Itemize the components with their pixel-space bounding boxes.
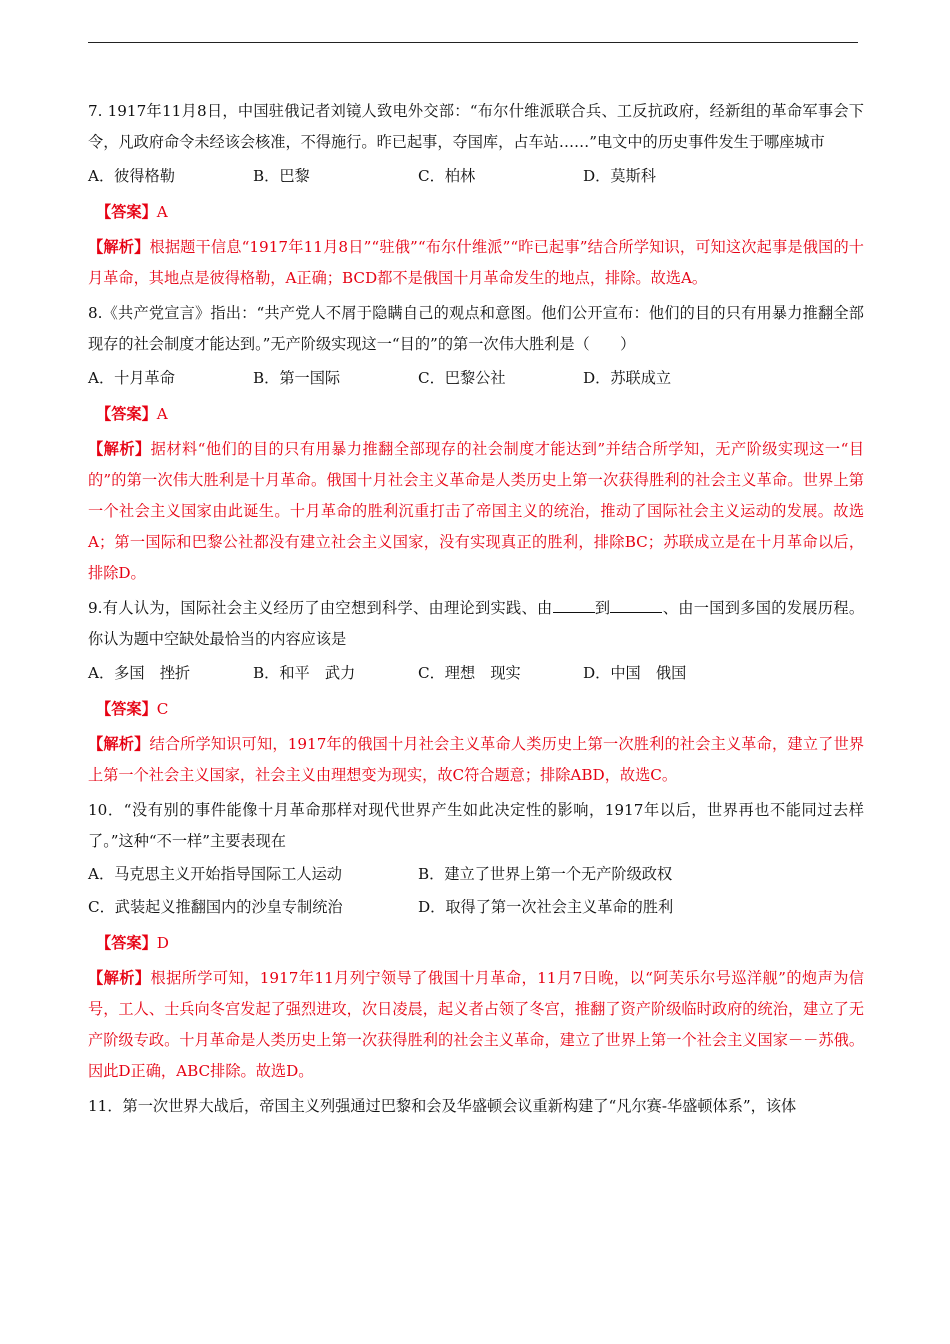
- option-b: B．和平 武力: [253, 664, 356, 682]
- options-row: [88, 658, 864, 689]
- answer-value: A: [156, 203, 168, 221]
- analysis-text: 根据题干信息“1917年11月8日”“驻俄”“布尔什维派”“昨已起事”结合所学知识，可知这次起事是俄国的十月革命，其地点是彼得格勒，A正确；BCD都不是俄国十月革命发生的地点，排除。故选A。: [88, 238, 864, 287]
- question-stem: 11．第一次世界大战后，帝国主义列强通过巴黎和会及华盛顿会议重新构建了“凡尔赛-华盛顿体系”，该体: [88, 1097, 797, 1115]
- answer-line: [96, 399, 864, 430]
- option-b: B．巴黎: [253, 167, 310, 185]
- option-a: A．十月革命: [88, 369, 175, 387]
- answer-label: 【答案】: [96, 203, 157, 221]
- analysis-label: 【解析】: [88, 735, 150, 753]
- answer-line: [96, 197, 864, 228]
- options-row: [88, 363, 864, 394]
- option-d: D．苏联成立: [583, 369, 672, 387]
- answer-label: 【答案】: [96, 405, 157, 423]
- analysis-text: 根据所学可知，1917年11月列宁领导了俄国十月革命，11月7日晚，以“阿芙乐尔号巡洋舰”的炮声为信号，工人、士兵向冬宫发起了强烈进攻，次日凌晨，起义者占领了冬宫，推翻了资产阶级临时政府的统治，建立了无产阶级专政。十月革命是人类历史上第一次获得胜利的社会主义革命，建立了世界上第一个社会主义国家－－苏俄。因此D正确，ABC排除。故选D。: [88, 969, 864, 1080]
- answer-value: C: [156, 700, 169, 718]
- answer-label: 【答案】: [96, 934, 157, 952]
- option-c: C．巴黎公社: [418, 369, 506, 387]
- option-a: A．马克思主义开始指导国际工人运动: [88, 865, 342, 883]
- analysis-label: 【解析】: [88, 969, 151, 987]
- analysis-paragraph: [88, 232, 864, 294]
- answer-line: [96, 694, 864, 725]
- analysis-label: 【解析】: [88, 440, 151, 458]
- question-7: [88, 96, 864, 294]
- question-stem: [88, 593, 864, 655]
- stem-part-1: 9.有人认为，国际社会主义经历了由空想到科学、由理论到实践、由: [88, 599, 553, 617]
- options-row-1: [88, 859, 864, 890]
- option-d: D．中国 俄国: [583, 664, 687, 682]
- option-a: A．多国 挫折: [88, 664, 191, 682]
- stem-part-3: 、由一国到多国的发展历程。你认为题中空缺处最恰当的内容应该是: [88, 599, 865, 648]
- analysis-text: 结合所学知识可知，1917年的俄国十月社会主义革命人类历史上第一次胜利的社会主义革命，建立了世界上第一个社会主义国家，社会主义由理想变为现实，故C符合题意；排除ABD，故选C。: [88, 735, 865, 784]
- options-row: [88, 161, 864, 192]
- question-stem: 8.《共产党宣言》指出：“共产党人不屑于隐瞒自己的观点和意图。他们公开宣布：他们的目的只有用暴力推翻全部现存的社会制度才能达到。”无产阶级实现这一“目的”的第一次伟大胜利是（ ）: [88, 304, 864, 353]
- analysis-paragraph: [88, 729, 864, 791]
- options-row-2: [88, 892, 864, 923]
- answer-value: D: [156, 934, 169, 952]
- answer-blank-2: [610, 594, 662, 613]
- question-stem: 7. 1917年11月8日，中国驻俄记者刘镜人致电外交部：“布尔什维派联合兵、工反抗政府，经新组的革命军事会下令，凡政府命令未经该会核准，不得施行。昨已起事，夺国库，占车站……”电文中的历史事件发生于哪座城市: [88, 102, 864, 151]
- question-list: [88, 96, 864, 1124]
- analysis-text: 据材料“他们的目的只有用暴力推翻全部现存的社会制度才能达到”并结合所学知，无产阶级实现这一“目的”的第一次伟大胜利是十月革命。俄国十月社会主义革命是人类历史上第一次获得胜利的社会主义革命。世界上第一个社会主义国家由此诞生。十月革命的胜利沉重打击了帝国主义的统治，推动了国际社会主义运动的发展。故选A；第一国际和巴黎公社都没有建立社会主义国家，没有实现真正的胜利，排除BC；苏联成立是在十月革命以后，排除D。: [88, 440, 865, 582]
- analysis-paragraph: [88, 963, 864, 1087]
- question-11: [88, 1091, 864, 1122]
- question-9: [88, 593, 864, 791]
- question-10: [88, 795, 864, 1087]
- answer-line: [96, 928, 864, 959]
- stem-part-2: 到: [594, 599, 611, 617]
- option-c: C．武装起义推翻国内的沙皇专制统治: [88, 898, 343, 916]
- option-c: C．柏林: [418, 167, 476, 185]
- option-d: D．取得了第一次社会主义革命的胜利: [418, 898, 674, 916]
- answer-label: 【答案】: [96, 700, 157, 718]
- answer-value: A: [156, 405, 168, 423]
- option-c: C．理想 现实: [418, 664, 521, 682]
- option-b: B．建立了世界上第一个无产阶级政权: [418, 865, 673, 883]
- header-rule: [88, 42, 858, 43]
- option-d: D．莫斯科: [583, 167, 656, 185]
- option-b: B．第一国际: [253, 369, 341, 387]
- analysis-label: 【解析】: [88, 238, 150, 256]
- question-stem: 10．“没有别的事件能像十月革命那样对现代世界产生如此决定性的影响，1917年以后，世界再也不能同过去样了。”这种“不一样”主要表现在: [88, 801, 864, 850]
- analysis-paragraph: [88, 434, 864, 589]
- question-8: [88, 298, 864, 589]
- option-a: A．彼得格勒: [88, 167, 175, 185]
- answer-blank-1: [553, 594, 595, 613]
